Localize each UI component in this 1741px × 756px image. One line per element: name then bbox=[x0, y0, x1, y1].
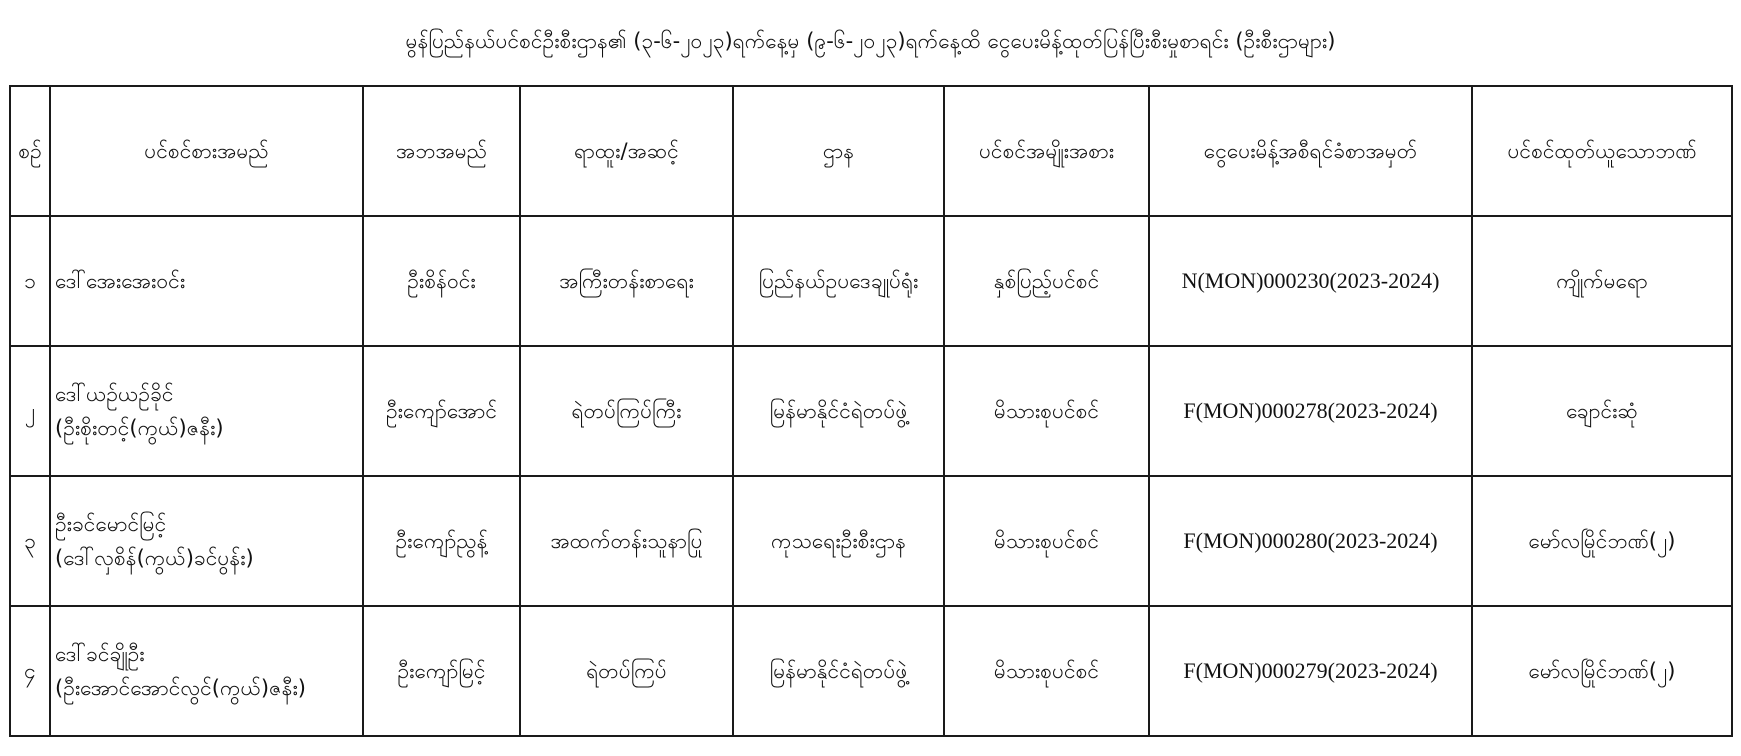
cell-treasury: ကျိုက်မရော bbox=[1472, 216, 1732, 346]
cell-department: ပြည်နယ်ဥပဒေချုပ်ရုံး bbox=[733, 216, 944, 346]
cell-rank: ရဲတပ်ကြပ်ကြီး bbox=[520, 346, 733, 476]
header-father-name: အဘအမည် bbox=[363, 86, 520, 216]
cell-father-name: ဦးကျော်ညွန့် bbox=[363, 476, 520, 606]
cell-treasury: မော်လမြိုင်ဘဏ်(၂) bbox=[1472, 606, 1732, 736]
cell-father-name: ဦးကျော်အောင် bbox=[363, 346, 520, 476]
cell-pension-type: မိသားစုပင်စင် bbox=[944, 346, 1149, 476]
header-department: ဌာန bbox=[733, 86, 944, 216]
table-row bbox=[10, 346, 1732, 476]
cell-department: မြန်မာနိုင်ငံရဲတပ်ဖွဲ့ bbox=[733, 346, 944, 476]
cell-pensioner-name bbox=[50, 476, 363, 606]
table-row bbox=[10, 216, 1732, 346]
pensioner-name-line2: (ဦးအောင်အောင်လွင်(ကွယ်)ဇနီး) bbox=[55, 676, 306, 700]
cell-pensioner-name bbox=[50, 606, 363, 736]
cell-department: မြန်မာနိုင်ငံရဲတပ်ဖွဲ့ bbox=[733, 606, 944, 736]
pensioner-name-line1: ဒေါ်ယဉ်ယဉ်ခိုင် bbox=[55, 382, 174, 406]
cell-treasury: မော်လမြိုင်ဘဏ်(၂) bbox=[1472, 476, 1732, 606]
pensioner-name-line1: ဒေါ်ခင်ချိုဦး bbox=[55, 642, 145, 666]
cell-payment-order-no: F(MON)000278(2023-2024) bbox=[1149, 346, 1472, 476]
cell-serial: ၄ bbox=[10, 606, 50, 736]
cell-rank: အထက်တန်းသူနာပြု bbox=[520, 476, 733, 606]
header-serial: စဉ် bbox=[10, 86, 50, 216]
pensioner-name-line2: (ဒေါ်လှစိန်(ကွယ်)ခင်ပွန်း) bbox=[55, 546, 254, 570]
cell-department: ကုသရေးဦးစီးဌာန bbox=[733, 476, 944, 606]
cell-payment-order-no: N(MON)000230(2023-2024) bbox=[1149, 216, 1472, 346]
cell-serial: ၁ bbox=[10, 216, 50, 346]
cell-rank: ရဲတပ်ကြပ် bbox=[520, 606, 733, 736]
header-pension-type: ပင်စင်အမျိုးအစား bbox=[944, 86, 1149, 216]
pensioner-name-line1: ဦးခင်မောင်မြင့် bbox=[55, 512, 167, 536]
table-header-row bbox=[10, 86, 1732, 216]
header-pensioner-name: ပင်စင်စားအမည် bbox=[50, 86, 363, 216]
cell-father-name: ဦးစိန်ဝင်း bbox=[363, 216, 520, 346]
cell-treasury: ချောင်းဆုံ bbox=[1472, 346, 1732, 476]
pension-register-table bbox=[9, 85, 1733, 737]
cell-serial: ၂ bbox=[10, 346, 50, 476]
pensioner-name-line1: ဒေါ်အေးအေးဝင်း bbox=[55, 269, 186, 293]
cell-pension-type: မိသားစုပင်စင် bbox=[944, 606, 1149, 736]
cell-pension-type: နှစ်ပြည့်ပင်စင် bbox=[944, 216, 1149, 346]
cell-pension-type: မိသားစုပင်စင် bbox=[944, 476, 1149, 606]
cell-payment-order-no: F(MON)000279(2023-2024) bbox=[1149, 606, 1472, 736]
header-rank: ရာထူး/အဆင့် bbox=[520, 86, 733, 216]
cell-pensioner-name bbox=[50, 216, 363, 346]
cell-payment-order-no: F(MON)000280(2023-2024) bbox=[1149, 476, 1472, 606]
table-row bbox=[10, 606, 1732, 736]
header-treasury: ပင်စင်ထုတ်ယူသောဘဏ် bbox=[1472, 86, 1732, 216]
cell-rank: အကြီးတန်းစာရေး bbox=[520, 216, 733, 346]
table-row bbox=[10, 476, 1732, 606]
cell-serial: ၃ bbox=[10, 476, 50, 606]
cell-father-name: ဦးကျော်မြင့် bbox=[363, 606, 520, 736]
header-payment-order-no: ငွေပေးမိန့်အစီရင်ခံစာအမှတ် bbox=[1149, 86, 1472, 216]
pensioner-name-line2: (ဦးစိုးတင့်(ကွယ်)ဇနီး) bbox=[55, 416, 224, 440]
cell-pensioner-name bbox=[50, 346, 363, 476]
document-title: မွန်ပြည်နယ်ပင်စင်ဦးစီးဌာန၏ (၃-၆-၂၀၂၃)ရက်နေ့မှ (၉-၆-၂၀၂၃)ရက်နေ့ထိ ငွေပေးမိန့်ထုတ်ပြန်ပြီးစီးမှုစာရင်း (ဦးစီးဌာများ) bbox=[405, 29, 1336, 53]
